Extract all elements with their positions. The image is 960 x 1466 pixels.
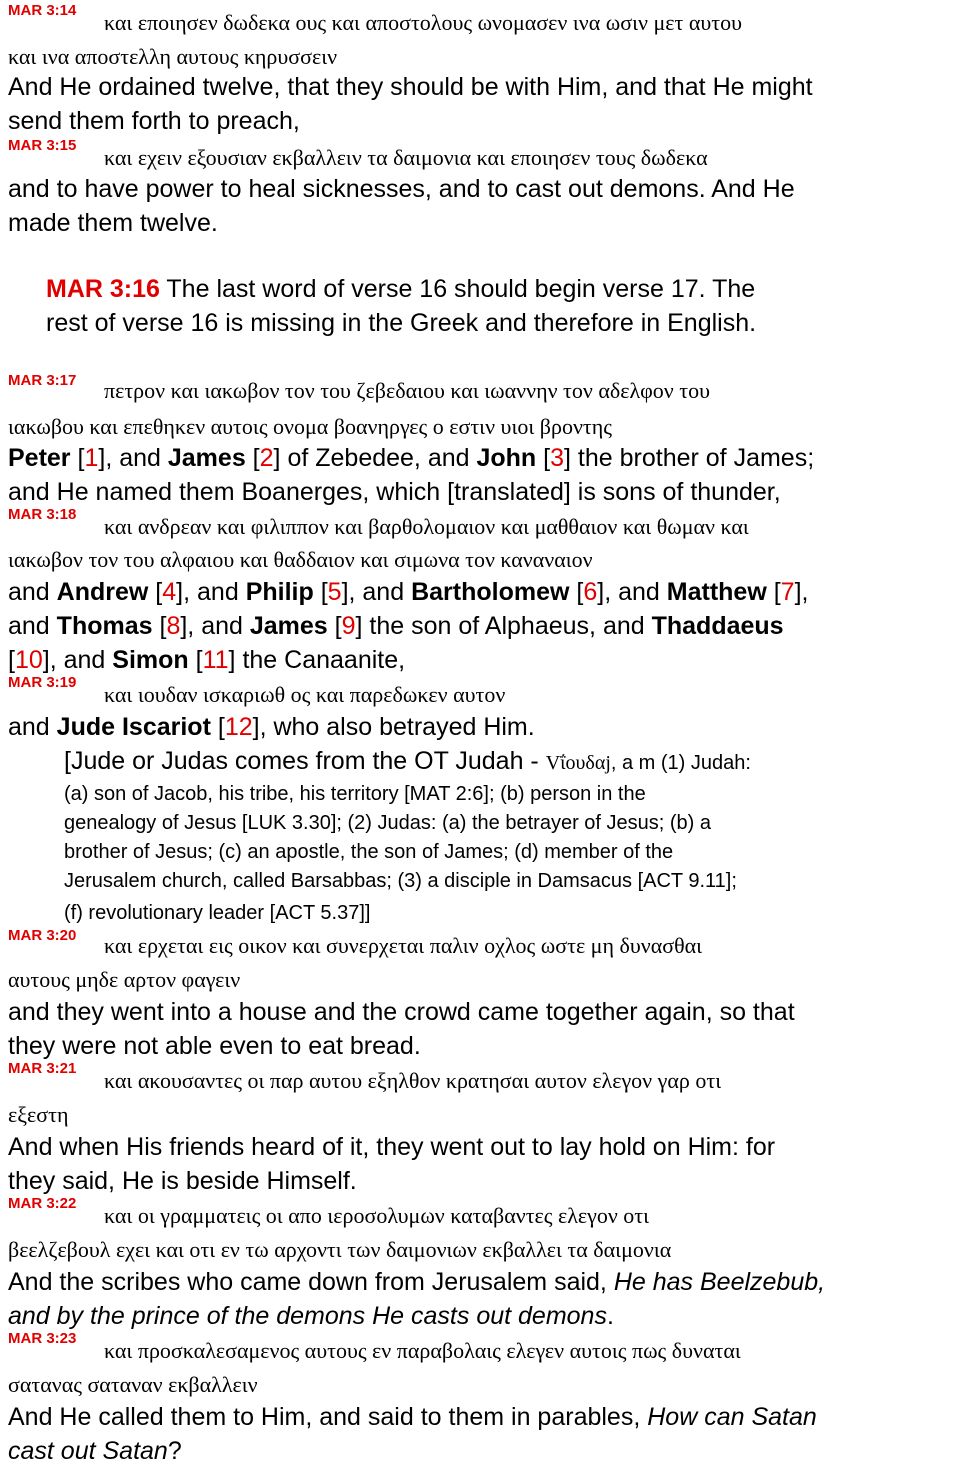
english-text: and Jude Iscariot [12], who also betrayed Him.: [8, 713, 535, 741]
text-span: , and: [604, 578, 667, 606]
english-text: and to have power to heal sicknesses, and to cast out demons. And He: [8, 175, 795, 203]
greek-text: βεελζεβουλ εχει και οτι εν τω αρχοντι των δαιμονιων εκβαλλει τα δαιμονια: [8, 1237, 672, 1262]
english-text: And He ordained twelve, that they should be with Him, and that He might: [8, 73, 813, 101]
verse-ref: MAR 3:14: [8, 2, 77, 19]
text-span: the Canaanite,: [235, 646, 406, 674]
text-span: and: [8, 612, 57, 640]
name-thomas: Thomas: [56, 612, 153, 640]
text-span: the brother of James;: [570, 444, 815, 472]
text-span: , and: [183, 578, 246, 606]
english-text: And when His friends heard of it, they went out to lay hold on Him: for: [8, 1133, 776, 1161]
verse-ref: MAR 3:21: [8, 1060, 77, 1077]
apostle-number: 12: [224, 713, 253, 741]
verse-ref: MAR 3:19: [8, 674, 77, 691]
english-text: [8, 1268, 825, 1297]
note-text: Jerusalem church, called Barsabbas; (3) a disciple in Damsacus [ACT 9.11];: [64, 870, 737, 892]
note-text: rest of verse 16 is missing in the Greek and therefore in English.: [46, 309, 757, 337]
english-text: they were not able even to eat bread.: [8, 1032, 421, 1060]
greek-text: και ανδρεαν και φιλιππον και βαρθολομαιον και μαθθαιον και θωμαν και: [104, 514, 749, 539]
english-text: Peter [1], and James [2] of Zebedee, and John [3] the brother of James;: [8, 444, 815, 472]
note-text: [64, 747, 751, 776]
text-span: , and: [105, 444, 168, 472]
note-text: brother of Jesus; (c) an apostle, the son of James; (d) member of the: [64, 841, 674, 863]
apostle-number: 8: [166, 612, 181, 640]
english-text: and He named them Boanerges, which [translated] is sons of thunder,: [8, 478, 781, 506]
text-span: .: [606, 1302, 614, 1330]
greek-text: εξεστη: [8, 1102, 69, 1127]
quoted-speech: How can Satan: [647, 1403, 817, 1431]
greek-text: ιακωβον τον του αλφαιου και θαδδαιον και σιμωνα τον καναναιον: [8, 547, 593, 572]
apostle-number: 11: [202, 646, 229, 674]
apostle-number: 1: [84, 444, 99, 472]
greek-text: αυτους μηδε αρτον φαγειν: [8, 967, 241, 992]
verse-ref: MAR 3:18: [8, 506, 77, 523]
text-span: , and: [49, 646, 113, 674]
verse-note: [46, 275, 755, 304]
greek-text: ιακωβου και επεθηκεν αυτοις ονομα βοανηργες ο εστιν υιοι βροντης: [8, 414, 612, 439]
english-text: [8, 1403, 817, 1432]
text-span: of Zebedee, and: [280, 444, 477, 472]
greek-text: και οι γραμματεις οι απο ιεροσολυμων καταβαντες ελεγον οτι: [104, 1203, 650, 1228]
english-text: send them forth to preach,: [8, 107, 300, 135]
english-text: [10], and Simon [11] the Canaanite,: [8, 646, 406, 674]
name-bartholomew: Bartholomew: [411, 578, 570, 606]
name-matthew: Matthew: [666, 578, 767, 606]
note-text: (f) revolutionary leader [ACT 5.37]]: [64, 902, 371, 924]
quoted-speech: and by the prince of the demons He casts out demons: [8, 1302, 607, 1330]
greek-word: Vΐουδαj: [545, 752, 611, 774]
text-span: ],: [794, 578, 809, 606]
note-text: (a) son of Jacob, his tribe, his territory [MAT 2:6]; (b) person in the: [64, 783, 646, 805]
name-philip: Philip: [245, 578, 314, 606]
verse-ref: MAR 3:20: [8, 927, 77, 944]
greek-text: και εχειν εξουσιαν εκβαλλειν τα δαιμονια και εποιησεν τους δωδεκα: [104, 145, 708, 170]
apostle-number: 2: [259, 444, 274, 472]
text-span: [Jude or Judas comes from the OT Judah -: [64, 747, 546, 775]
name-james: James: [167, 444, 246, 472]
greek-text: και εποιησεν δωδεκα ους και αποστολους ωνομασεν ινα ωσιν μετ αυτου: [104, 10, 742, 35]
greek-text: και προσκαλεσαμενος αυτους εν παραβολαις ελεγεν αυτοις πως δυναται: [104, 1338, 741, 1363]
text-span: , and: [187, 612, 250, 640]
text-span: , who also betrayed Him.: [259, 713, 535, 741]
text-span: and: [8, 713, 57, 741]
text-span: , and: [348, 578, 412, 606]
name-thaddaeus: Thaddaeus: [651, 612, 784, 640]
english-text: and Andrew [4], and Philip [5], and Bartholomew [6], and Matthew [7],: [8, 578, 809, 606]
english-text: [8, 1302, 614, 1331]
greek-text: και ινα αποστελλη αυτους κηρυσσειν: [8, 44, 338, 69]
verse-ref: MAR 3:15: [8, 137, 77, 154]
verse-ref: MAR 3:23: [8, 1330, 77, 1347]
verse-ref: MAR 3:17: [8, 372, 77, 389]
english-text: made them twelve.: [8, 209, 218, 237]
text-span: And the scribes who came down from Jerusalem said,: [8, 1268, 614, 1296]
text-span: , a m (1) Judah:: [610, 752, 751, 774]
english-text: and they went into a house and the crowd came together again, so that: [8, 998, 795, 1026]
name-simon: Simon: [112, 646, 189, 674]
name-jude: Jude Iscariot: [56, 713, 211, 741]
note-text: genealogy of Jesus [LUK 3.30]; (2) Judas: (a) the betrayer of Jesus; (b) a: [64, 812, 712, 834]
note-text: The last word of verse 16 should begin verse 17. The: [159, 275, 756, 303]
text-span: And He called them to Him, and said to them in parables,: [8, 1403, 648, 1431]
english-text: and Thomas [8], and James [9] the son of Alphaeus, and Thaddaeus: [8, 612, 784, 640]
greek-text: και ερχεται εις οικον και συνερχεται παλιν οχλος ωστε μη δυνασθαι: [104, 933, 703, 958]
verse-ref: MAR 3:16: [46, 275, 160, 303]
apostle-number: 6: [583, 578, 598, 606]
apostle-number: 9: [341, 612, 356, 640]
apostle-number: 7: [780, 578, 795, 606]
greek-text: και ακουσαντες οι παρ αυτου εξηλθον κρατησαι αυτον ελεγον γαρ οτι: [104, 1068, 722, 1093]
text-span: ?: [167, 1437, 182, 1465]
verse-ref: MAR 3:22: [8, 1195, 77, 1212]
text-span: and: [8, 578, 57, 606]
name-james: James: [249, 612, 328, 640]
name-john: John: [476, 444, 537, 472]
apostle-number: 10: [14, 646, 43, 674]
apostle-number: 3: [550, 444, 565, 472]
name-peter: Peter: [8, 444, 71, 472]
name-andrew: Andrew: [56, 578, 149, 606]
quoted-speech: cast out Satan: [8, 1437, 168, 1465]
text-span: the son of Alphaeus, and: [362, 612, 652, 640]
greek-text: σατανας σαταναν εκβαλλειν: [8, 1372, 258, 1397]
greek-text: πετρον και ιακωβον τον του ζεβεδαιου και ιωαννην τον αδελφον του: [104, 378, 710, 403]
quoted-speech: He has Beelzebub,: [613, 1268, 826, 1296]
greek-text: και ιουδαν ισκαριωθ ος και παρεδωκεν αυτον: [104, 682, 506, 707]
apostle-number: 5: [327, 578, 342, 606]
english-text: they said, He is beside Himself.: [8, 1167, 357, 1195]
apostle-number: 4: [162, 578, 177, 606]
